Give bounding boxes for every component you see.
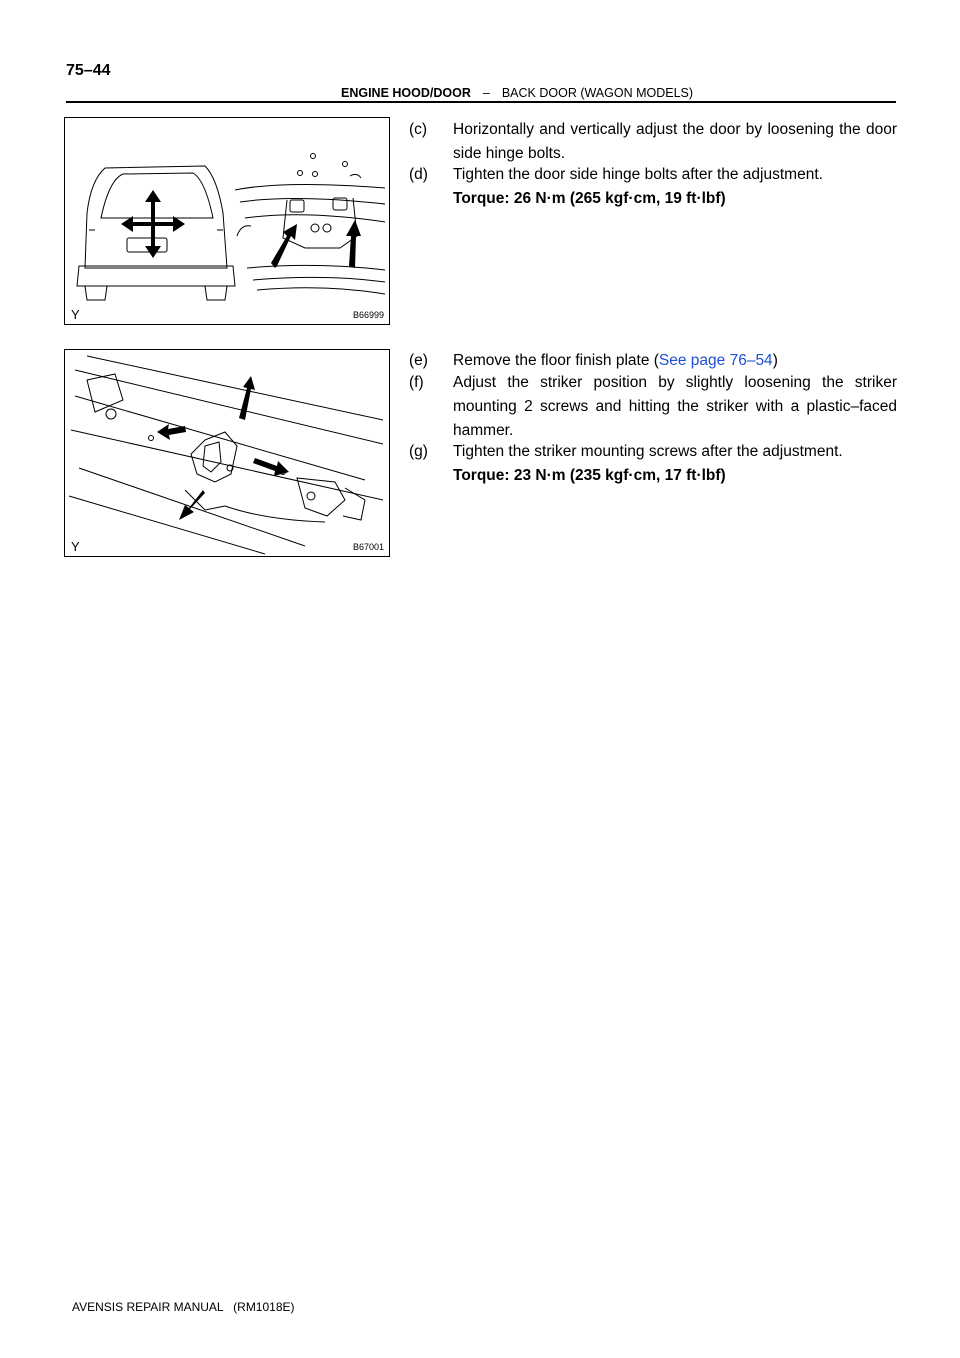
torque-spec: Torque: 23 N·m (235 kgf·cm, 17 ft·lbf): [453, 467, 726, 484]
striker-illustration: [65, 350, 388, 555]
figure-striker: [64, 349, 390, 557]
page-number: 75–44: [66, 62, 111, 79]
step-label: (g): [409, 443, 428, 460]
figure-mark: Y: [71, 539, 80, 554]
step-d: [409, 163, 897, 211]
step-g: [409, 440, 897, 488]
step-f: [409, 371, 897, 443]
figure-id: B66999: [352, 310, 384, 320]
header-title: [341, 86, 693, 100]
step-label: (f): [409, 374, 424, 391]
torque-spec: Torque: 26 N·m (265 kgf·cm, 19 ft·lbf): [453, 190, 726, 207]
header-separator: –: [482, 86, 490, 100]
section-title: ENGINE HOOD/DOOR: [341, 86, 471, 100]
step-text-before: Remove the floor finish plate (: [453, 352, 659, 369]
step-text: Tighten the door side hinge bolts after the adjustment.: [453, 166, 823, 183]
step-label: (c): [409, 121, 428, 138]
step-e: [409, 349, 897, 373]
step-text: [453, 349, 897, 373]
step-text: Tighten the striker mounting screws after the adjustment.: [453, 443, 843, 460]
back-door-hinge-illustration: [65, 118, 388, 323]
footer-manual-title: AVENSIS REPAIR MANUAL (RM1018E): [72, 1300, 295, 1314]
step-text: Adjust the striker position by slightly loosening the striker mounting 2 screws and hitting the striker with a plastic–faced hammer.: [453, 374, 897, 439]
header-rule: [66, 101, 896, 103]
figure-back-door-hinge: [64, 117, 390, 325]
step-label: (e): [409, 352, 428, 369]
see-page-link[interactable]: See page 76–54: [658, 352, 773, 369]
step-label: (d): [409, 166, 428, 183]
figure-id: B67001: [352, 542, 384, 552]
step-text: Horizontally and vertically adjust the door by loosening the door side hinge bolts.: [453, 121, 897, 162]
subsection-title: BACK DOOR (WAGON MODELS): [501, 86, 694, 100]
figure-mark: Y: [71, 307, 80, 322]
step-c: [409, 118, 897, 166]
step-text-after: ): [772, 352, 778, 369]
